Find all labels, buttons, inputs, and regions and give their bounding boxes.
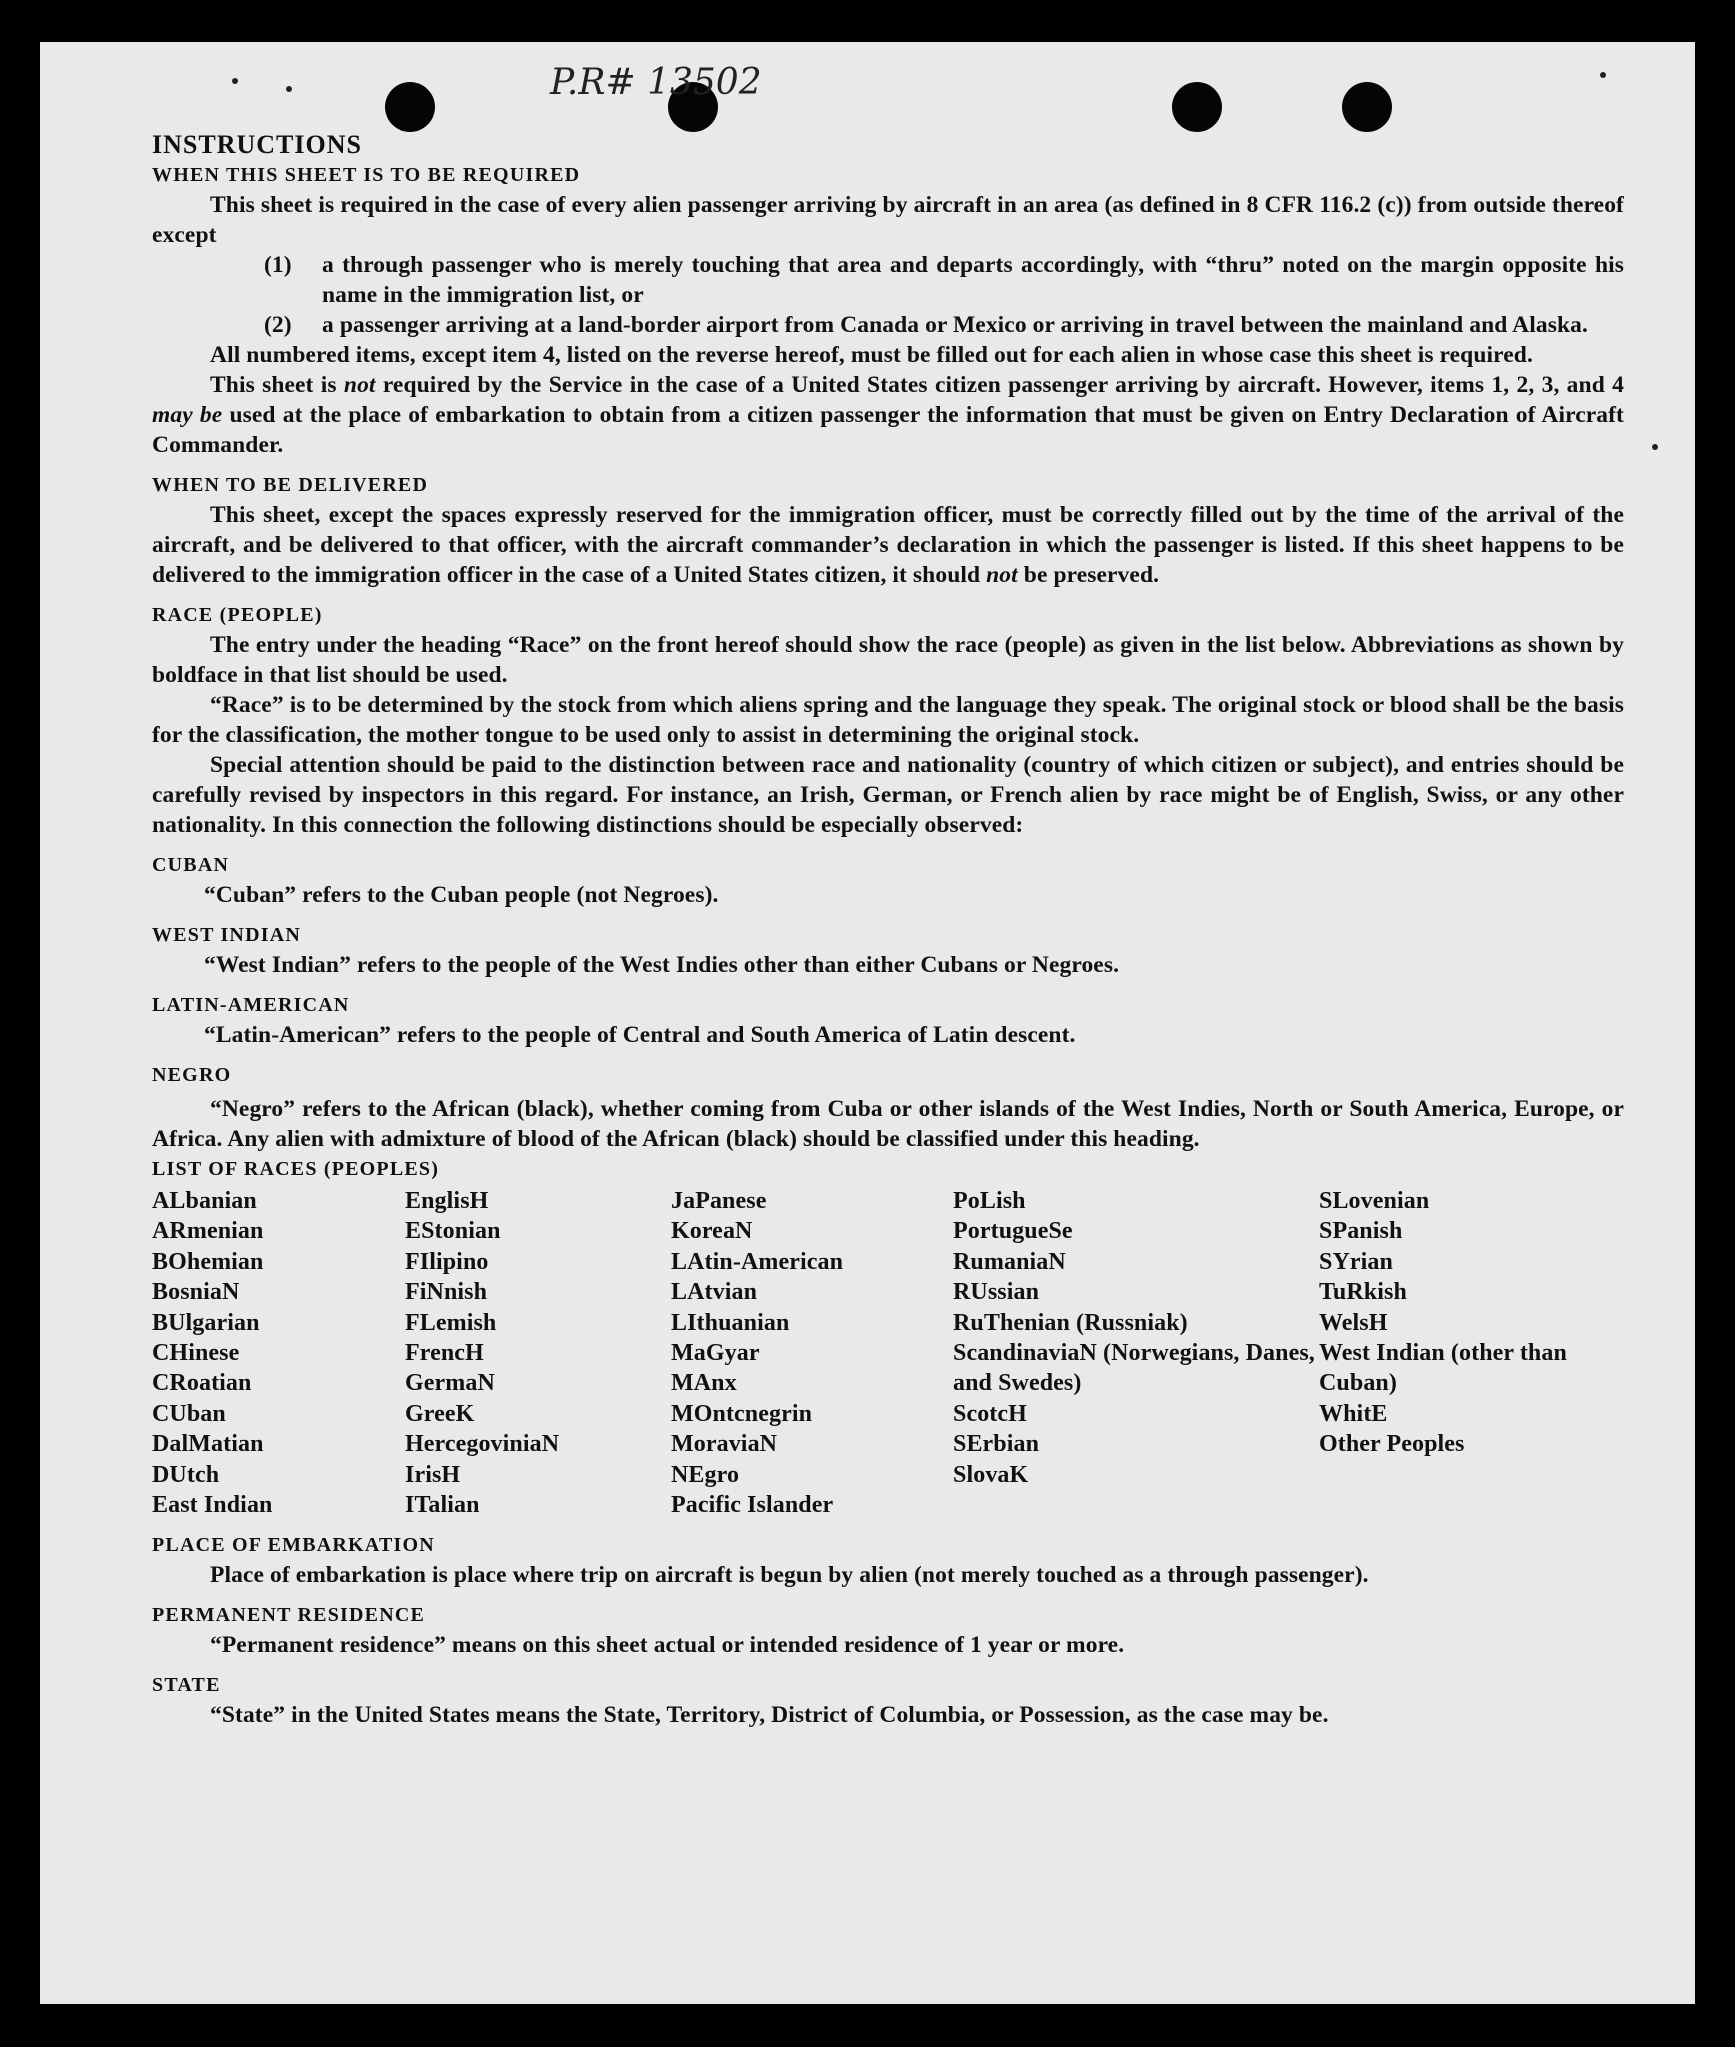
- heading-latin-american: LATIN-AMERICAN: [152, 994, 350, 1016]
- race-item: MaGyar: [671, 1340, 760, 1367]
- residence-definition: “Permanent residence” means on this sheet actual or intended residence of 1 year or more.: [210, 1632, 1125, 1659]
- exception-item: [264, 310, 1624, 340]
- race-item: EStonian: [405, 1218, 501, 1245]
- race-item: BUlgarian: [152, 1309, 260, 1336]
- citizen-text-a: This sheet is: [210, 372, 344, 398]
- document-page: [40, 42, 1695, 2004]
- races-column: [405, 1186, 671, 1520]
- race-paragraph-2: “Race” is to be determined by the stock from which aliens spring and the language they speak. The original stock or blood shall be the basis for the classification, the mother tongue to be used only to assist in determining the original stock.: [152, 692, 1624, 748]
- punch-hole: [1342, 82, 1392, 132]
- heading-negro: NEGRO: [152, 1064, 232, 1086]
- exception-item: [264, 250, 1624, 310]
- race-item: ScotcH: [953, 1400, 1027, 1427]
- heading-when-delivered: WHEN TO BE DELIVERED: [152, 474, 429, 496]
- race-item: TuRkish: [1319, 1279, 1407, 1306]
- exception-number: (2): [264, 312, 292, 338]
- race-paragraph-1: The entry under the heading “Race” on the front hereof should show the race (people) as given in the list below. Abbreviations as shown by boldface in that list should be used.: [152, 632, 1624, 688]
- races-column: [671, 1186, 953, 1520]
- citizen-text-c: used at the place of embarkation to obtain from a citizen passenger the information that must be given on Entry Declaration of Aircraft Commander.: [152, 402, 1624, 458]
- race-item: FiNnish: [405, 1279, 488, 1306]
- race-item: SlovaK: [953, 1461, 1029, 1488]
- heading-west-indian: WEST INDIAN: [152, 924, 301, 946]
- punch-hole: [1172, 82, 1222, 132]
- race-item: CHinese: [152, 1340, 240, 1367]
- race-item: RuThenian (Russniak): [953, 1309, 1188, 1336]
- race-item: ALbanian: [152, 1188, 257, 1214]
- race-item: East Indian: [152, 1492, 273, 1519]
- race-item: FIlipino: [405, 1248, 489, 1275]
- race-item: JaPanese: [671, 1188, 767, 1214]
- punch-hole: [385, 82, 435, 132]
- when-delivered-paragraph: [152, 500, 1624, 590]
- heading-state: STATE: [152, 1674, 221, 1697]
- race-item: WelsH: [1319, 1309, 1388, 1336]
- cuban-definition: “Cuban” refers to the Cuban people (not Negroes).: [204, 882, 719, 908]
- races-column: [953, 1186, 1319, 1520]
- embarkation-definition: Place of embarkation is place where trip on aircraft is begun by alien (not merely touched as a through passenger).: [210, 1562, 1369, 1589]
- heading-embarkation: PLACE OF EMBARKATION: [152, 1534, 435, 1557]
- delivered-text-not: not: [986, 562, 1018, 588]
- race-item: MAnx: [671, 1370, 737, 1397]
- west-indian-definition: “West Indian” refers to the people of the West Indies other than either Cubans or Negroes.: [204, 952, 1120, 978]
- delivered-text-a: This sheet, except the spaces expressly reserved for the immigration officer, must be correctly filled out by the time of the arrival of the aircraft, and be delivered to that officer, with the aircraft commander’s declaration in which the passenger is listed. If this sheet happens to be delivered to the immigration officer in the case of a United States citizen, it should: [152, 502, 1624, 588]
- race-item: SYrian: [1319, 1248, 1393, 1275]
- race-item: DUtch: [152, 1461, 220, 1488]
- race-item: RUssian: [953, 1279, 1040, 1306]
- latin-american-definition: “Latin-American” refers to the people of Central and South America of Latin descent.: [204, 1022, 1076, 1048]
- race-item: KoreaN: [671, 1218, 753, 1245]
- race-item: Pacific Islander: [671, 1492, 834, 1519]
- exception-text: a passenger arriving at a land-border airport from Canada or Mexico or arriving in travel between the mainland and Alaska.: [322, 312, 1588, 338]
- races-column: [152, 1186, 405, 1520]
- race-item: FLemish: [405, 1309, 497, 1336]
- page-title: INSTRUCTIONS: [152, 130, 362, 159]
- race-item: SPanish: [1319, 1218, 1403, 1245]
- race-item: WhitE: [1319, 1400, 1388, 1427]
- delivered-text-b: be preserved.: [1017, 562, 1160, 588]
- race-item: SErbian: [953, 1431, 1040, 1458]
- citizen-text-maybe: may be: [152, 402, 223, 428]
- race-item: CUban: [152, 1400, 226, 1427]
- races-column: [1319, 1186, 1624, 1520]
- numbered-items-paragraph: All numbered items, except item 4, listed on the reverse hereof, must be filled out for each alien in whose case this sheet is required.: [210, 342, 1533, 368]
- ink-speck: [1652, 444, 1658, 450]
- race-item: BOhemian: [152, 1248, 264, 1275]
- race-item: MoraviaN: [671, 1431, 778, 1458]
- instructions-content: [152, 130, 1624, 1730]
- heading-list-of-races: LIST OF RACES (PEOPLES): [152, 1158, 440, 1180]
- race-item: CRoatian: [152, 1370, 252, 1397]
- race-item: FrencH: [405, 1340, 484, 1367]
- race-item: LIthuanian: [671, 1309, 790, 1336]
- when-required-intro: This sheet is required in the case of every alien passenger arriving by aircraft in an area (as defined in 8 CFR 116.2 (c)) from outside thereof except: [152, 192, 1624, 248]
- race-item: GermaN: [405, 1370, 495, 1397]
- race-item: BosniaN: [152, 1279, 240, 1306]
- citizen-text-b: required by the Service in the case of a United States citizen passenger arriving by aircraft. However, items 1, 2, 3, and 4: [375, 372, 1624, 398]
- ink-speck: [286, 86, 292, 92]
- race-paragraph-3: Special attention should be paid to the distinction between race and nationality (country of which citizen or subject), and entries should be carefully revised by inspectors in this regard. For instance, an Irish, German, or French alien by race might be of English, Swiss, or any other nationality. In this connection the following distinctions should be especially observed:: [152, 752, 1624, 838]
- race-item: LAtin-American: [671, 1248, 844, 1275]
- heading-race: RACE (PEOPLE): [152, 604, 323, 626]
- negro-definition: “Negro” refers to the African (black), whether coming from Cuba or other islands of the West Indies, North or South America, Europe, or Africa. Any alien with admixture of blood of the African (black) should be classified under this heading.: [152, 1096, 1624, 1152]
- race-item: PoLish: [953, 1188, 1026, 1214]
- race-item: Other Peoples: [1319, 1431, 1465, 1458]
- race-item: NEgro: [671, 1461, 740, 1488]
- heading-permanent-residence: PERMANENT RESIDENCE: [152, 1604, 426, 1627]
- state-definition: “State” in the United States means the State, Territory, District of Columbia, or Possession, as the case may be.: [210, 1702, 1329, 1729]
- exception-text: a through passenger who is merely touching that area and departs accordingly, with “thru” noted on the margin opposite his name in the immigration list, or: [322, 252, 1624, 308]
- citizen-text-not: not: [343, 372, 376, 398]
- ink-speck: [232, 78, 238, 84]
- race-item: ARmenian: [152, 1218, 264, 1245]
- race-item: PortugueSe: [953, 1218, 1073, 1245]
- race-item: MOntcnegrin: [671, 1400, 813, 1427]
- race-item: GreeK: [405, 1400, 475, 1427]
- race-item: RumaniaN: [953, 1248, 1066, 1275]
- race-item: ITalian: [405, 1492, 480, 1519]
- handwritten-note: P.R# 13502: [550, 62, 762, 103]
- exception-number: (1): [264, 252, 292, 278]
- race-item: DalMatian: [152, 1431, 264, 1458]
- race-item: LAtvian: [671, 1279, 758, 1306]
- race-item: EnglisH: [405, 1188, 489, 1214]
- citizen-paragraph: [152, 370, 1624, 460]
- race-item: ScandinaviaN (Norwegians, Danes, and Swedes): [953, 1340, 1315, 1397]
- race-item: IrisH: [405, 1461, 461, 1488]
- heading-when-required: WHEN THIS SHEET IS TO BE REQUIRED: [152, 164, 581, 186]
- race-item: HercegoviniaN: [405, 1431, 560, 1458]
- ink-speck: [1600, 72, 1606, 78]
- race-item: West Indian (other than Cuban): [1319, 1340, 1567, 1397]
- races-list: [152, 1186, 1624, 1520]
- race-item: SLovenian: [1319, 1188, 1430, 1214]
- heading-cuban: CUBAN: [152, 854, 230, 876]
